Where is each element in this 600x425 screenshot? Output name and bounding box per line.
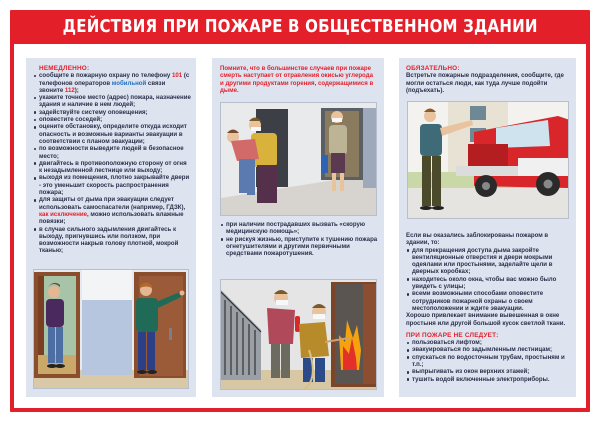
list-item: задействуйте систему оповещения; [33,109,191,116]
phone-112: 112 [64,86,75,94]
smoke-text-2: , можно использовать влажные повязки; [39,210,184,226]
poster-title: ДЕЙСТВИЯ ПРИ ПОЖАРЕ В ОБЩЕСТВЕННОМ ЗДАНИИ [62,17,538,37]
doors-scene-icon [34,270,189,389]
mobile-word: мобильной [111,79,147,87]
help-list [220,221,380,257]
list-item: тушить водой включенные электроприборы. [406,376,572,383]
panel-mandatory [399,58,576,397]
panel-immediately [26,58,196,397]
meeting-fire-truck-illustration [407,101,569,219]
dont-list [406,339,572,383]
poster-body [14,44,586,408]
list-item: оповестите соседей; [33,116,191,123]
helping-injured-person-illustration [220,102,377,216]
immediately-heading: НЕМЕДЛЕННО: [39,65,90,72]
mandatory-heading: ОБЯЗАТЕЛЬНО: [406,65,460,72]
list-item [33,72,191,94]
list-item: оцените обстановку, определите откуда исходит опасность и возможные варианты эвакуации в соответствии с планом эвакуации; [33,123,191,145]
fire-truck-scene-icon [408,102,569,219]
list-item: укажите точное место (адрес) пожара, назначение здания и наличие в нем людей; [33,94,191,109]
immediately-text-block [33,65,191,255]
call-fire-text: сообщите в пожарную охрану по телефону [39,72,173,80]
list-item: для прекращения доступа дыма закройте вентиляционные отверстия и двери мокрыми одеялами или простынями, заделайте щели в дверных коробках; [406,247,572,276]
panel-remember [212,58,384,397]
blocked-note-text: Хорошо привлекает внимание вывешенная в окне простыня или другой большой кусок светлой ткани. [406,312,566,327]
exception-text: как исключение [39,210,88,218]
list-item: не рискуя жизнью, приступите к тушению пожара огнетушителями и другими первичными средствами пожаротушения. [220,236,380,258]
list-item: эвакуироваться по задымленным лестницам; [406,346,572,353]
poster-frame [10,10,590,412]
list-item: двигайтесь в противоположную сторону от огня к незадымленной лестнице или выходу; [33,160,191,175]
call-fire-text-4: ); [74,86,79,94]
list-item: спускаться по водосточным трубам, простыням и т.п.; [406,354,572,369]
blocked-list [406,247,572,313]
call-fire-text-2: (с телефонов операторов [39,72,190,87]
men-closing-doors-illustration [33,269,189,389]
phone-101: 101 [172,72,183,80]
dont-heading: ПРИ ПОЖАРЕ НЕ СЛЕДУЕТ: [406,331,499,339]
fire-scene-icon [221,280,377,390]
immediately-list [33,72,191,254]
list-item: в случае сильного задымления двигайтесь к выходу, пригнувшись или ползком, при возможности накрыв голову плотной, мокрой тканью; [33,226,191,255]
list-item: находитесь около окна, чтобы вас можно было увидеть с улицы; [406,276,572,291]
mandatory-text-block [406,65,571,94]
call-fire-text-3: связи звоните [39,79,166,94]
meet-firefighters-text: Встретьте пожарные подразделения, сообщите, где могли остаться люди, как туда лучше подойти (подъехать). [406,72,564,94]
rescue-scene-icon [221,103,377,216]
help-text-block [220,221,380,257]
list-item: выходя из помещения, плотно закрывайте двери - это уменьшит скорость распространения пожара; [33,174,191,196]
extinguishing-fire-illustration [220,279,377,390]
poster-header [10,10,590,44]
list-item: при наличии пострадавших вызвать «скорую медицинскую помощь»; [220,221,380,236]
list-item: пользоваться лифтом; [406,339,572,346]
blocked-intro-text: Если вы оказались заблокированы пожаром в здании, то: [406,232,549,247]
list-item: всеми возможными способами оповестите сотрудников пожарной охраны о своем местоположении и ждите эвакуации. [406,290,572,312]
smoke-text: для защиты от дыма при эвакуации следует использовать самоспасатели (например, ГДЗК), [39,196,186,211]
blocked-text-block [406,232,572,383]
list-item [33,196,191,225]
list-item: по возможности выведите людей в безопасное место; [33,145,191,160]
smoke-warning-text: Помните, что в большинстве случаев при пожаре смерть наступает от отравления окисью углерода и другими продуктами горения, содержащимися в дыме. [220,65,374,94]
list-item: выпрыгивать из окон верхних этажей; [406,368,572,375]
